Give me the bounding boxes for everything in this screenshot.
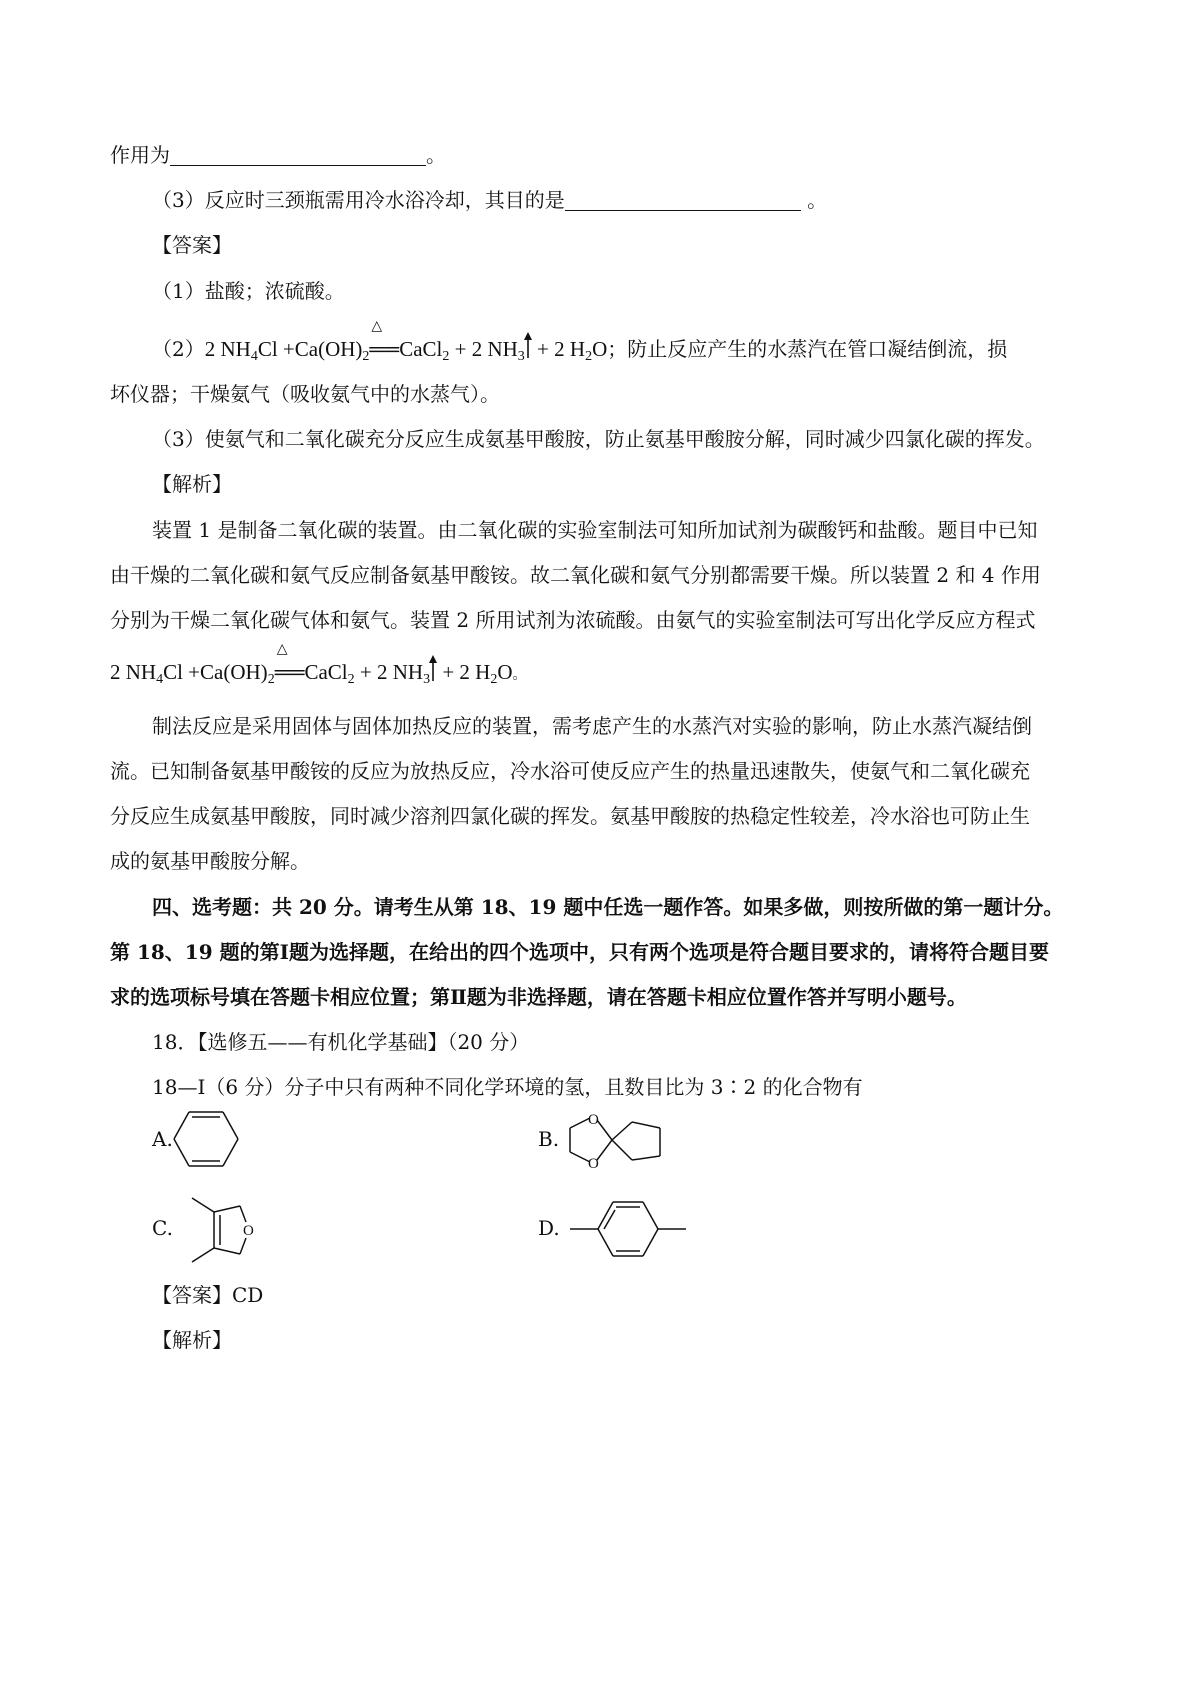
chemical-equation: 2 $NH_4Cl +Ca(OH)_2$ △ ══CaCl$_2$ + 2 $NH_3$ + 2 $H_2O$ [110,642,513,687]
q3-question-line [152,186,827,214]
gas-up-arrow-icon [431,661,437,681]
oxygen-atom-label: O [588,1112,599,1128]
answer-2-suffix: ；防止反应产生的水蒸汽在管口凝结倒流，损 [607,337,1008,361]
analysis-p1-line2: 由干燥的二氧化碳和氨气反应制备氨基甲酸铵。故二氧化碳和氨气分别都需要干燥。所以装置 2 和 4 作用 [110,563,1041,587]
analysis-heading-2: 【解析】 [152,1328,232,1352]
analysis-heading: 【解析】 [152,472,232,496]
answer-blank [170,145,426,166]
option-d-structure [568,1196,688,1262]
analysis-p1-line3: 分别为干燥二氧化碳气体和氨气。装置 2 所用试剂为浓硫酸。由氨气的实验室制法可写出化学反应方程式 [110,608,1036,632]
q2-tail-end: 。 [426,143,446,167]
analysis-p2-line2: 流。已知制备氨基甲酸铵的反应为放热反应，冷水浴可使反应产生的热量迅速散失，使氨气和二氧化碳充 [110,759,1030,783]
option-d-label: D. [538,1216,560,1240]
option-b-structure [562,1100,672,1180]
oxygen-atom-label: O [588,1156,599,1172]
oxygen-atom-label: O [243,1223,254,1239]
q18-1-question: 18—Ⅰ（6 分）分子中只有两种不同化学环境的氢，且数目比为 3∶2 的化合物有 [152,1075,863,1099]
answer-2-line [152,319,1008,364]
answer-heading: 【答案】 [152,233,232,257]
option-b-label: B. [538,1127,560,1151]
q18-title: 18．【选修五——有机化学基础】（20 分） [152,1030,530,1054]
answer-2-line2: 坏仪器；干燥氨气（吸收氨气中的水蒸气）。 [110,382,500,406]
section-4-line1: 四、选考题：共 20 分。请考生从第 18、19 题中任选一题作答。如果多做，则按所做的第一题计分。 [152,895,1064,919]
analysis-p2-line3: 分反应生成氨基甲酸胺，同时减少溶剂四氯化碳的挥发。氨基甲酸胺的热稳定性较差，冷水浴也可防止生 [110,804,1030,828]
q3-question-text: （3）反应时三颈瓶需用冷水浴冷却，其目的是 [152,188,565,212]
answer-2-prefix: （2） [152,337,205,361]
chemical-equation: 2 $NH_4Cl +Ca(OH)_2$ △ ══CaCl$_2$ + 2 $NH_3$ + 2 $H_2O$ [204,319,608,364]
option-c-structure [180,1192,260,1268]
gas-up-arrow-icon [526,338,532,358]
section-4-line2: 第 18、19 题的第Ⅰ题为选择题，在给出的四个选项中，只有两个选项是符合题目要求的，请将符合题目要 [110,940,1049,964]
answer-cd: 【答案】CD [152,1283,264,1307]
analysis-p2-line4: 成的氨基甲酸胺分解。 [110,849,310,873]
section-4-line3: 求的选项标号填在答题卡相应位置；第Ⅱ题为非选择题，请在答题卡相应位置作答并写明小题号。 [110,985,967,1009]
answer-1: （1）盐酸；浓硫酸。 [152,279,345,303]
equation-line [110,642,527,689]
q2-tail-line [110,141,446,169]
option-c-label: C. [152,1216,173,1240]
q3-question-end: 。 [800,188,828,212]
analysis-p1-line1: 装置 1 是制备二氧化碳的装置。由二氧化碳的实验室制法可知所加试剂为碳酸钙和盐酸。题目中已知 [152,518,1038,542]
heat-condition: △ ══ [274,642,305,684]
answer-blank [565,190,801,211]
option-a-structure [172,1108,240,1170]
heat-condition: △ ══ [369,319,400,361]
option-a-label: A. [152,1127,173,1151]
equation-end: 。 [512,667,527,683]
analysis-p2-line1: 制法反应是采用固体与固体加热反应的装置，需考虑产生的水蒸汽对实验的影响，防止水蒸汽凝结倒 [152,714,1032,738]
q2-tail-text: 作用为 [110,143,170,167]
answer-3: （3）使氨气和二氧化碳充分反应生成氨基甲酸胺，防止氨基甲酸胺分解，同时减少四氯化碳的挥发。 [152,427,1045,451]
